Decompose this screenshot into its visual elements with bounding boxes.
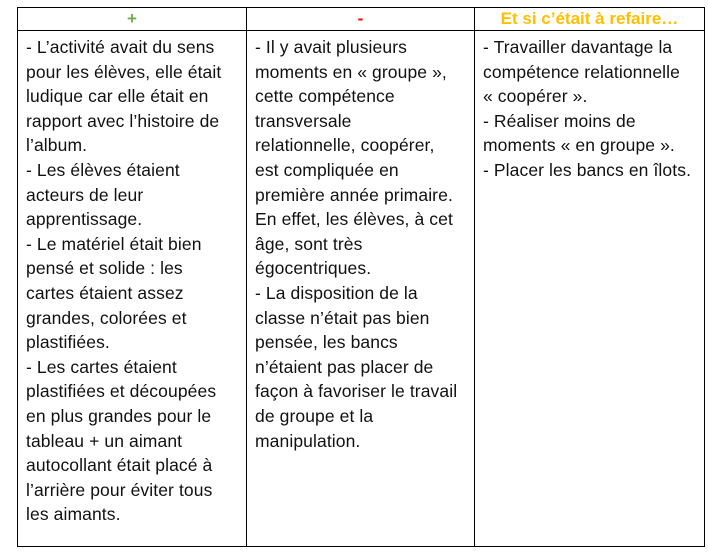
text-line: apprentissage. (26, 209, 143, 230)
text-line: - Les élèves étaient (26, 159, 180, 180)
text-line: l’album. (26, 135, 88, 156)
text-line: autocollant était placé à (26, 455, 213, 476)
text-line: rapport avec l’histoire de (26, 110, 220, 131)
text-line: - Réaliser moins de (483, 110, 636, 131)
text-line: - La disposition de la (255, 282, 418, 303)
reflection-table (17, 7, 705, 547)
text-line: compétence relationnelle (483, 61, 680, 82)
header-row (18, 8, 705, 31)
text-line: plastifiées et découpées (26, 381, 217, 402)
text-line: - Travailler davantage la (483, 37, 673, 57)
text-line: - Le matériel était bien (26, 233, 202, 254)
text-line: de groupe et la (255, 405, 374, 426)
text-line: égocentriques. (255, 258, 372, 279)
text-line: moments « en groupe ». (483, 135, 675, 156)
header-plus: + (18, 8, 247, 31)
cell-minus (247, 31, 475, 547)
text-line: moments en « groupe », (255, 61, 447, 82)
text-line: pensée, les bancs (255, 332, 398, 353)
text-line: les aimants. (26, 504, 121, 525)
content-row (18, 31, 705, 547)
text-line: transversale (255, 110, 352, 131)
text-line: grandes, colorées et (26, 307, 187, 328)
text-line: âge, sont très (255, 233, 363, 254)
text-line: En effet, les élèves, à cet (255, 209, 453, 230)
cell-plus (18, 31, 247, 547)
text-line: l’arrière pour éviter tous (26, 479, 213, 500)
cell-redo (475, 31, 705, 547)
text-line: première année primaire. (255, 184, 453, 205)
text-line: pour les élèves, elle était (26, 61, 222, 82)
header-redo: Et si c’était à refaire… (475, 8, 705, 31)
text-line: en plus grandes pour le (26, 405, 212, 426)
text-line: cartes étaient assez (26, 282, 184, 303)
text-line: - Les cartes étaient (26, 356, 177, 377)
text-line: façon à favoriser le travail (255, 381, 458, 402)
text-line: - Placer les bancs en îlots. (483, 159, 692, 180)
text-line: relationnelle, coopérer, (255, 135, 435, 156)
text-line: « coopérer ». (483, 86, 588, 107)
text-line: - Il y avait plusieurs (255, 37, 407, 57)
text-line: pensé et solide : les (26, 258, 183, 279)
text-line: est compliquée en (255, 159, 399, 180)
header-minus: - (247, 8, 475, 31)
text-line: acteurs de leur (26, 184, 144, 205)
text-line: - L’activité avait du sens (26, 37, 215, 57)
text-line: cette compétence (255, 86, 395, 107)
text-line: plastifiées. (26, 332, 110, 353)
text-line: tableau + un aimant (26, 430, 183, 451)
text-line: ludique car elle était en (26, 86, 209, 107)
text-line: classe n’était pas bien (255, 307, 430, 328)
text-line: manipulation. (255, 430, 361, 451)
text-line: n’étaient pas placer de (255, 356, 434, 377)
